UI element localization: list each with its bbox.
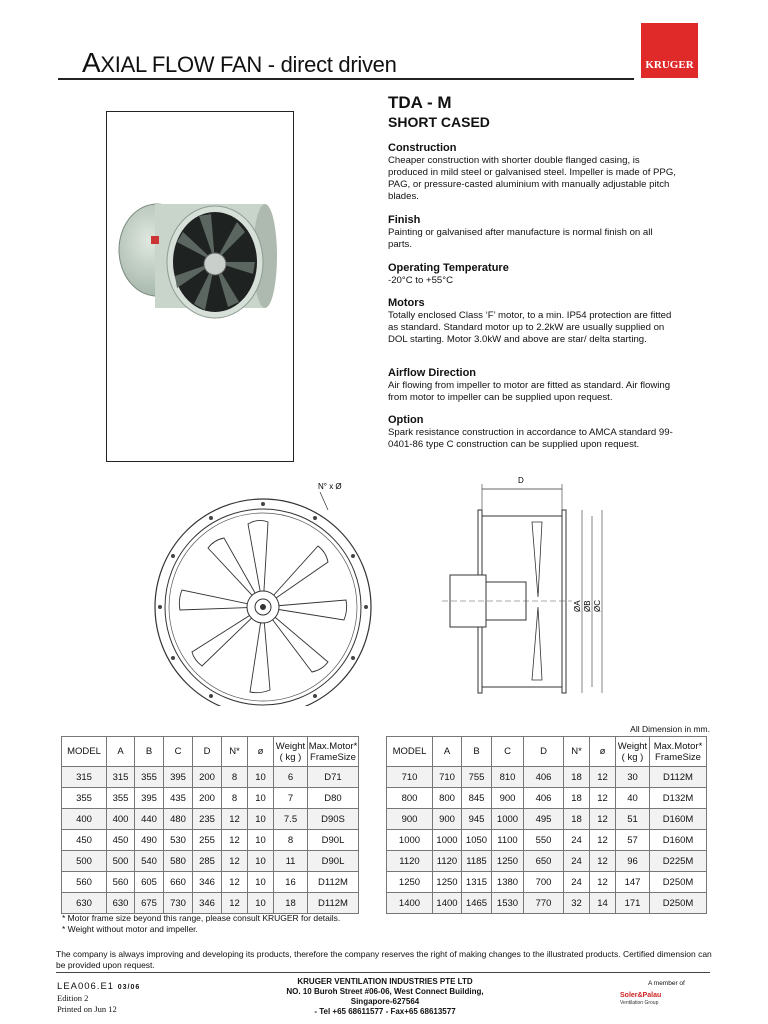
cell-n: 18 [564,767,590,788]
cell-frame: D90L [308,851,359,872]
cell-model: 315 [62,767,107,788]
header-b: B [462,737,492,767]
cell-phi: 10 [248,767,274,788]
cell-frame: D250M [650,872,707,893]
cell-weight: 7 [274,788,308,809]
company-address: KRUGER VENTILATION INDUSTRIES PTE LTD NO. 10 Buroh Street #06-06, West Connect Building, Singapore-627564 - Tel +65 68611577 - Fax+65 68613577 [286,977,484,1016]
section-construction: Construction Cheaper construction with shorter double flanged casing, is produced in mild steel or galvanised steel. Impeller is made of PPG, PAG, or pressure-casted aluminium with manually adjustable pitch blades. [388,142,676,202]
cell-frame: D80 [308,788,359,809]
cell-frame: D90S [308,809,359,830]
cell-weight: 51 [616,809,650,830]
cell-phi: 10 [248,830,274,851]
cell-d: 235 [193,809,222,830]
cell-d: 550 [524,830,564,851]
cell-weight: 147 [616,872,650,893]
table-row [62,767,359,788]
dia-c-label: ØC [593,600,602,612]
header-d: D [193,737,222,767]
cell-b: 1465 [462,893,492,914]
cell-b: 1185 [462,851,492,872]
cell-c: 1250 [492,851,524,872]
cell-frame: D112M [308,872,359,893]
cell-frame: D225M [650,851,707,872]
cell-b: 540 [135,851,164,872]
table-row [62,809,359,830]
cell-frame: D132M [650,788,707,809]
cell-n: 12 [222,809,248,830]
cell-c: 435 [164,788,193,809]
cell-frame: D71 [308,767,359,788]
table-header [387,737,707,767]
holes-label: N° x Ø [318,482,342,491]
cell-a: 500 [107,851,135,872]
cell-a: 355 [107,788,135,809]
cell-b: 490 [135,830,164,851]
cell-model: 630 [62,893,107,914]
cell-a: 900 [433,809,462,830]
table-row [387,893,707,914]
cell-model: 1000 [387,830,433,851]
cell-n: 12 [222,851,248,872]
cell-b: 755 [462,767,492,788]
cell-phi: 12 [590,872,616,893]
edition-label: Edition 2 [57,993,89,1003]
cell-weight: 57 [616,830,650,851]
front-view-drawing [150,476,390,706]
section-airflow-direction: Airflow Direction Air flowing from impeller to motor are fitted as standard. Air flowing from motor to impeller can be supplied upon request. [388,367,671,403]
cell-b: 440 [135,809,164,830]
table-row [387,851,707,872]
cell-n: 18 [564,809,590,830]
cell-frame: D160M [650,830,707,851]
cell-a: 1400 [433,893,462,914]
cell-phi: 12 [590,830,616,851]
cell-a: 315 [107,767,135,788]
cell-model: 450 [62,830,107,851]
cell-a: 800 [433,788,462,809]
cell-frame: D160M [650,809,707,830]
cell-b: 1050 [462,830,492,851]
cell-weight: 11 [274,851,308,872]
cell-d: 495 [524,809,564,830]
cell-frame: D90L [308,830,359,851]
cell-weight: 6 [274,767,308,788]
table-row [387,809,707,830]
table-row [62,830,359,851]
cell-frame: D250M [650,893,707,914]
cell-c: 580 [164,851,193,872]
cell-c: 660 [164,872,193,893]
cell-phi: 12 [590,788,616,809]
cell-n: 18 [564,788,590,809]
spec-table-right [386,736,707,914]
cell-weight: 18 [274,893,308,914]
cell-weight: 16 [274,872,308,893]
table-row [62,872,359,893]
header-phi: ø [590,737,616,767]
cell-c: 900 [492,788,524,809]
cell-a: 630 [107,893,135,914]
cell-a: 1000 [433,830,462,851]
cell-model: 710 [387,767,433,788]
cell-phi: 10 [248,893,274,914]
member-of-label: A member of [648,980,685,987]
table-row [62,788,359,809]
cell-d: 650 [524,851,564,872]
header-b: B [135,737,164,767]
cell-d: 700 [524,872,564,893]
table-row [387,830,707,851]
soler-palau-logo: Soler&Palau Ventilation Group [620,992,662,1006]
cell-c: 480 [164,809,193,830]
header-d: D [524,737,564,767]
section-operating-temperature: Operating Temperature -20°C to +55°C [388,262,509,286]
table-row [387,872,707,893]
cell-model: 400 [62,809,107,830]
axial-fan-photo [107,112,293,461]
cell-c: 530 [164,830,193,851]
cell-d: 200 [193,767,222,788]
cell-weight: 171 [616,893,650,914]
cell-c: 1530 [492,893,524,914]
header-frame: Max.Motor* FrameSize [650,737,707,767]
cell-model: 900 [387,809,433,830]
header-model: MODEL [387,737,433,767]
header-weight: Weight ( kg ) [274,737,308,767]
cell-n: 24 [564,830,590,851]
cell-phi: 10 [248,851,274,872]
header-model: MODEL [62,737,107,767]
cell-weight: 7.5 [274,809,308,830]
cell-phi: 10 [248,872,274,893]
cell-phi: 12 [590,851,616,872]
cell-a: 1250 [433,872,462,893]
product-photo-frame [106,111,294,462]
cell-b: 1315 [462,872,492,893]
cell-n: 24 [564,872,590,893]
model-subtitle: SHORT CASED [388,114,490,130]
cell-n: 24 [564,851,590,872]
header-a: A [433,737,462,767]
header-rule [58,78,634,80]
dia-a-label: ØA [573,600,582,612]
cell-weight: 40 [616,788,650,809]
cell-model: 560 [62,872,107,893]
cell-model: 1400 [387,893,433,914]
cell-a: 710 [433,767,462,788]
header-phi: ø [248,737,274,767]
dimension-note: All Dimension in mm. [630,724,710,734]
cell-n: 8 [222,788,248,809]
page-title: AXIAL FLOW FAN - direct driven [82,47,397,78]
cell-a: 560 [107,872,135,893]
table-row [387,788,707,809]
cell-d: 285 [193,851,222,872]
cell-b: 675 [135,893,164,914]
document-code: LEA006.E1 03/06 [57,981,141,992]
table-row [387,767,707,788]
cell-c: 1000 [492,809,524,830]
cell-b: 605 [135,872,164,893]
header-n: N* [222,737,248,767]
cell-phi: 14 [590,893,616,914]
cell-a: 400 [107,809,135,830]
cell-d: 346 [193,893,222,914]
spec-table-left [61,736,359,914]
cell-c: 1380 [492,872,524,893]
cell-n: 8 [222,767,248,788]
cell-model: 800 [387,788,433,809]
cell-c: 730 [164,893,193,914]
cell-model: 1250 [387,872,433,893]
side-view-drawing [432,472,612,707]
model-name: TDA - M [388,93,452,112]
cell-d: 770 [524,893,564,914]
cell-d: 406 [524,788,564,809]
disclaimer: The company is always improving and developing its products, therefore the company reserves the right of making changes to the illustrated products. Certified dimension can be provided upon request. [56,949,712,970]
dia-b-label: ØB [583,600,592,612]
header-n: N* [564,737,590,767]
cell-c: 810 [492,767,524,788]
cell-n: 12 [222,893,248,914]
footer-rule [56,972,710,973]
cell-b: 845 [462,788,492,809]
cell-c: 395 [164,767,193,788]
cell-n: 12 [222,872,248,893]
cell-model: 500 [62,851,107,872]
cell-weight: 96 [616,851,650,872]
cell-frame: D112M [650,767,707,788]
cell-phi: 12 [590,767,616,788]
header-c: C [492,737,524,767]
cell-model: 1120 [387,851,433,872]
cell-b: 945 [462,809,492,830]
cell-n: 12 [222,830,248,851]
header-weight: Weight ( kg ) [616,737,650,767]
cell-phi: 12 [590,809,616,830]
kruger-logo: KRUGER [641,23,698,78]
table-row [62,851,359,872]
cell-d: 406 [524,767,564,788]
header-frame: Max.Motor* FrameSize [308,737,359,767]
cell-d: 200 [193,788,222,809]
cell-b: 395 [135,788,164,809]
cell-d: 346 [193,872,222,893]
cell-phi: 10 [248,809,274,830]
section-option: Option Spark resistance construction in accordance to AMCA standard 99-0401-86 type C construction can be supplied upon request. [388,414,673,450]
table-header [62,737,359,767]
cell-b: 355 [135,767,164,788]
table-row [62,893,359,914]
cell-weight: 30 [616,767,650,788]
printed-date: Printed on Jun 12 [57,1004,117,1014]
header-a: A [107,737,135,767]
length-label: D [518,476,524,485]
cell-c: 1100 [492,830,524,851]
section-finish: Finish Painting or galvanised after manufacture is normal finish on all parts. [388,214,653,250]
section-motors: Motors Totally enclosed Class ‘F’ motor, to a min. IP54 protection are fitted as standard. Standard motor up to 2.2kW are usually supplied on DOL starting. Motor 3.0kW and above are star/ delta starting. [388,297,672,345]
cell-a: 1120 [433,851,462,872]
cell-n: 32 [564,893,590,914]
table-note-weight: * Weight without motor and impeller. [62,924,198,934]
cell-frame: D112M [308,893,359,914]
table-note-motor: * Motor frame size beyond this range, please consult KRUGER for details. [62,913,341,923]
header-c: C [164,737,193,767]
cell-phi: 10 [248,788,274,809]
cell-model: 355 [62,788,107,809]
cell-a: 450 [107,830,135,851]
cell-weight: 8 [274,830,308,851]
cell-d: 255 [193,830,222,851]
